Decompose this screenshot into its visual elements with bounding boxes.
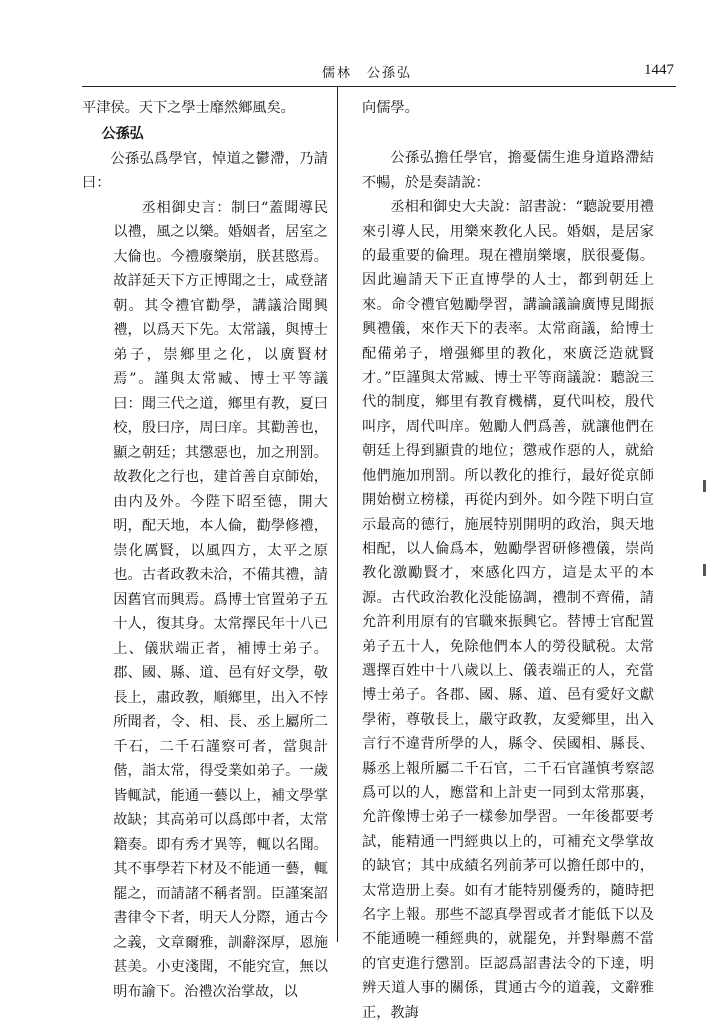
right-lead-paragraph: 公孫弘擔任學官，擔憂儒生進身道路滯結不暢，於是奏請說：	[362, 150, 654, 191]
scan-mark	[703, 480, 706, 492]
page-number: 1447	[644, 62, 674, 78]
column-divider	[337, 86, 338, 942]
left-intro-line: 平津侯。天下之學士靡然鄉風矣。	[82, 100, 295, 116]
right-intro-line: 向儒學。	[362, 100, 419, 116]
section-title: 公孫弘	[101, 125, 144, 142]
left-memorial-text: 丞相御史言：制曰“蓋聞導民以禮，風之以樂。婚姻者，居室之大倫也。今禮廢樂崩，朕甚愍焉。故詳延天下方正博聞之士，咸登諸朝。其令禮官勸學，講議洽聞興禮，以爲天下先。太常議，與博士弟子，崇鄉里之化，以廣賢材焉”。謹與太常臧、博士平等議曰：聞三代之道，鄉里有教，夏曰校，殷曰序，周曰庠。其勸善也，顯之朝廷；其懲惡也，加之刑罰。故教化之行也，建首善自京師始，由内及外。今陛下昭至德，開大明，配天地，本人倫，勸學修禮，崇化厲賢，以風四方，太平之原也。古者政教未洽，不備其禮，請因舊官而興焉。爲博士官置弟子五十人，復其身。太常擇民年十八已上、儀狀端正者，補博士弟子。郡、國、縣、道、邑有好文學，敬長上，肅政教，順鄉里，出入不悖所聞者，令、相、長、丞上屬所二千石，二千石謹察可者，當與計偕，詣太常，得受業如弟子。一歲皆輒試，能通一藝以上，補文學掌故缺；其高弟可以爲郎中者，太常籍奏。即有秀才異等，輒以名聞。其不事學若下材及不能通一藝，輒罷之，而請諸不稱者罰。臣謹案詔書律令下者，明天人分際，通古今之義，文章爾雅，訓辭深厚，恩施甚美。小吏淺聞，不能究宣，無以明布諭下。治禮次治掌故，以	[113, 199, 328, 1000]
left-lead-paragraph: 公孫弘爲學官，悼道之鬱滯，乃請曰：	[82, 150, 328, 191]
classical-text-column	[82, 96, 328, 1004]
header-rule	[82, 86, 676, 87]
translation-column	[362, 96, 654, 1025]
running-title: 儒林 公孫弘	[322, 66, 413, 81]
page-header	[82, 62, 674, 86]
right-memorial-text: 丞相和御史大夫說：詔書說：“聽說要用禮來引導人民，用樂來教化人民。婚姻，是居家的最重要的倫理。現在禮崩樂壞，朕很憂傷。因此遍請天下正直博學的人士，都到朝廷上來。命令禮官勉勵學習，講論議論廣博見聞振興禮儀，來作天下的表率。太常商議，給博士配備弟子，增强鄉里的教化，來廣泛造就賢才。”臣謹與太常臧、博士平等商議說：聽說三代的制度，鄉里有教育機構，夏代叫校，殷代叫序，周代叫庠。勉勵人們爲善，就讓他們在朝廷上得到顯貴的地位；懲戒作惡的人，就給他們施加刑罰。所以教化的推行，最好從京師開始樹立榜樣，再從内到外。如今陛下明白宣示最高的德行，施展特别開明的政治，與天地相配，以人倫爲本，勉勵學習研修禮儀，崇尚教化激勵賢才，來感化四方，這是太平的本源。古代政治教化没能協調，禮制不齊備，請允許利用原有的官職來振興它。替博士官配置弟子五十人，免除他們本人的勞役賦税。太常選擇百姓中十八歲以上、儀表端正的人，充當博士弟子。各郡、國、縣、道、邑有愛好文獻學術，尊敬長上，嚴守政教，友愛鄉里，出入言行不違背所學的人，縣令、侯國相、縣長、縣丞上報所屬二千石官，二千石官謹慎考察認爲可以的人，應當和上計吏一同到太常那裏，允許像博士弟子一樣參加學習。一年後都要考試，能精通一門經典以上的，可補充文學掌故的缺官；其中成績名列前茅可以擔任郎中的，太常造册上奏。如有才能特别優秀的，隨時把名字上報。那些不認真學習或者才能低下以及不能通曉一種經典的，就罷免，并對舉薦不當的官吏進行懲罰。臣認爲詔書法令的下達，明辨天道人事的關係，貫通古今的道義，文辭雅正，教誨	[362, 199, 654, 1021]
scan-mark	[703, 564, 706, 576]
